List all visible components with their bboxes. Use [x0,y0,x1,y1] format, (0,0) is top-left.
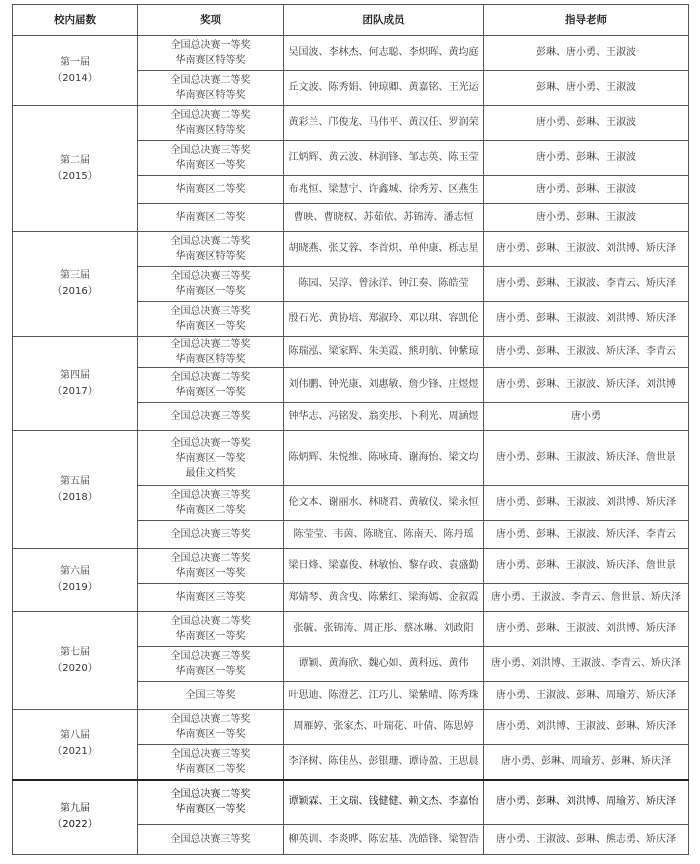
award-line: 全国总决赛二等奖 [170,714,251,725]
award-line: 全国总决赛二等奖 [170,616,251,627]
award-line: 全国总决赛三等奖 [170,145,251,156]
advisors-cell: 唐小勇、彭琳、王淑波、矫庆泽、刘洪博 [484,368,689,403]
members-cell: 叶思迪、陈澄艺、江巧儿、梁紫晴、陈秀珠 [284,682,484,710]
award-line: 全国总决赛三等奖 [170,834,251,845]
members-cell: 梁日烽、梁嘉俊、林敏怡、黎存政、袁盛勤 [284,549,484,584]
award-line: 华南赛区特等奖 [175,55,246,66]
season-name: 第四届 [60,369,90,381]
members-cell: 丘文波、陈秀娟、钟琼卿、黄嘉铭、王光运 [284,71,484,106]
advisors-cell: 唐小勇、彭琳、王淑波、矫庆泽、詹世景 [484,549,689,584]
members-cell: 陈莹莹、韦茵、陈晓宜、陈南天、陈丹瑶 [284,521,484,549]
award-cell [138,431,284,486]
advisors-cell: 唐小勇、彭琳、王淑波、矫庆泽、詹世景 [484,431,689,486]
award-line: 华南赛区特等奖 [175,125,246,136]
award-line: 华南赛区一等奖 [175,804,246,816]
award-line: 华南赛区一等奖 [175,568,246,579]
table-row [13,780,689,825]
table-row [13,612,689,647]
table-row [13,710,689,745]
award-cell [138,368,284,403]
award-cell [138,710,284,745]
award-line: 华南赛区二等奖 [175,212,246,223]
advisors-cell: 唐小勇、彭琳、刘洪博、周瑜芳、矫庆泽 [484,780,689,825]
advisors-cell: 唐小勇、彭琳、王淑波、刘洪博、矫庆泽 [484,486,689,521]
members-cell: 钟华志、冯铭发、翁奕彤、卜利光、周涵煜 [284,403,484,431]
award-line: 华南赛区特等奖 [175,354,246,365]
members-cell: 周雁婷、张家杰、叶瑞花、叶倩、陈思婷 [284,710,484,745]
award-line: 华南赛区一等奖 [175,321,246,332]
award-cell [138,745,284,780]
advisors-cell: 唐小勇、王淑波、彭琳、周瑜芳、矫庆泽 [484,682,689,710]
season-year: （2017） [52,385,98,397]
award-line: 华南赛区二等奖 [175,505,246,516]
table-row [13,106,689,141]
table-row [13,36,689,71]
award-line: 全国总决赛一等奖 [170,437,251,449]
season-year: （2018） [52,491,98,503]
award-line: 华南赛区特等奖 [175,251,246,262]
advisors-cell: 唐小勇、彭琳、王淑波 [484,106,689,141]
season-cell [13,431,138,549]
award-line: 全国总决赛三等奖 [170,651,251,662]
advisors-cell: 唐小勇、彭琳、王淑波、李青云、矫庆泽 [484,267,689,302]
season-year: （2014） [52,72,98,84]
award-line: 全国三等奖 [185,690,236,701]
advisors-cell: 唐小勇、王淑波、彭琳、熊志勇、矫庆泽 [484,825,689,855]
season-year: （2020） [52,662,98,674]
season-year: （2016） [52,286,98,297]
award-cell [138,780,284,825]
advisors-cell: 彭琳、唐小勇、王淑波 [484,36,689,71]
members-cell: 谭颖霖、王文瑞、钱健健、赖文杰、李嘉怡 [284,780,484,825]
award-line: 全国总决赛二等奖 [170,75,251,86]
header-members: 团队成员 [284,5,484,36]
table-row [13,431,689,486]
members-cell: 张毓、张锦涛、周正彤、蔡冰琳、刘政阳 [284,612,484,647]
members-cell: 江炳辉、黄云波、林润锋、邹志英、陈玉莹 [284,141,484,176]
members-cell: 陈炳辉、朱悦维、陈咏琦、谢海怡、梁文均 [284,431,484,486]
award-line: 华南赛区一等奖 [175,631,246,642]
season-name: 第三届 [60,270,90,281]
season-name: 第五届 [60,475,90,487]
members-cell: 胡晓燕、张艾蓉、李首炽、单仲康、栎志星 [284,232,484,267]
award-line: 华南赛区一等奖 [175,729,246,740]
header-advisors: 指导老师 [484,5,689,36]
members-cell: 郑婧琴、黄含曳、陈紫红、梁海嫣、金叙霞 [284,584,484,612]
season-name: 第二届 [60,154,90,166]
award-cell [138,204,284,232]
members-cell: 黄彩兰、邝俊龙、马伟平、黄汉任、罗润荣 [284,106,484,141]
award-line: 全国总决赛三等奖 [170,411,251,422]
table-header-row [13,5,689,36]
season-year: （2022） [52,819,98,831]
members-cell: 吴国波、李林杰、何志聪、李炽晖、黄均庭 [284,36,484,71]
advisors-cell: 唐小勇、彭琳、王淑波 [484,176,689,204]
advisors-cell: 唐小勇、彭琳、王淑波、刘洪博、矫庆泽 [484,612,689,647]
season-name: 第一届 [60,56,90,68]
season-name: 第六届 [60,566,90,577]
season-cell [13,710,138,780]
table-body [13,36,689,855]
award-line: 全国总决赛二等奖 [170,372,251,383]
table-row [13,549,689,584]
advisors-cell: 唐小勇、彭琳、王淑波、矫庆泽、李青云 [484,521,689,549]
advisors-cell: 唐小勇、彭琳、王淑波、矫庆泽、李青云 [484,337,689,368]
advisors-cell: 唐小勇、彭琳、王淑波 [484,204,689,232]
advisors-cell: 唐小勇、彭琳、周瑜芳、彭琳、矫庆泽 [484,745,689,780]
award-line: 全国总决赛三等奖 [170,529,251,540]
advisors-cell: 唐小勇、彭琳、王淑波 [484,141,689,176]
awards-table [12,4,689,855]
award-line: 全国总决赛一等奖 [170,40,251,51]
season-year: （2015） [52,170,98,182]
award-line: 全国总决赛二等奖 [170,553,251,564]
advisors-cell: 唐小勇、彭琳、王淑波、刘洪博、矫庆泽 [484,232,689,267]
members-cell: 曹映、曹晓权、苏茹依、苏锦涛、潘志恒 [284,204,484,232]
award-line: 全国总决赛三等奖 [170,271,251,282]
season-cell [13,780,138,855]
table-row [13,232,689,267]
members-cell: 刘伟鹏、钟光康、刘惠敏、詹少锋、庄煜煜 [284,368,484,403]
award-line: 华南赛区特等奖 [175,90,246,101]
advisors-cell: 唐小勇、彭琳、王淑波、刘洪博、矫庆泽 [484,302,689,337]
award-cell [138,71,284,106]
members-cell: 李泽树、陈佳丛、彭银珊、谭诗盈、王思晨 [284,745,484,780]
award-cell [138,36,284,71]
award-line: 最佳文档奖 [185,467,236,479]
award-cell [138,337,284,368]
award-cell [138,176,284,204]
season-cell [13,232,138,337]
season-year: （2021） [52,746,98,758]
header-award: 奖项 [138,5,284,36]
advisors-cell: 唐小勇、刘洪博、王淑波、彭琳、矫庆泽 [484,710,689,745]
award-line: 全国总决赛三等奖 [170,306,251,317]
award-cell [138,647,284,682]
award-cell [138,584,284,612]
award-line: 华南赛区二等奖 [175,763,246,775]
award-cell [138,267,284,302]
season-cell [13,549,138,612]
members-cell: 陈园、吴淳、曾泳洋、钟江奏、陈皓莹 [284,267,484,302]
advisors-cell: 唐小勇、王淑波、李青云、詹世景、矫庆泽 [484,584,689,612]
award-line: 全国总决赛二等奖 [170,236,251,247]
award-line: 华南赛区二等奖 [175,184,246,195]
season-cell [13,36,138,106]
award-cell [138,521,284,549]
award-cell [138,486,284,521]
season-name: 第九届 [60,803,90,815]
award-line: 全国总决赛二等奖 [170,789,251,801]
award-line: 华南赛区一等奖 [175,452,246,464]
award-line: 华南赛区一等奖 [175,666,246,677]
award-cell [138,106,284,141]
season-name: 第七届 [60,646,90,658]
award-cell [138,232,284,267]
award-cell [138,682,284,710]
award-line: 华南赛区一等奖 [175,286,246,297]
members-cell: 伦文本、谢丽水、林晓君、黄敏仪、梁永恒 [284,486,484,521]
advisors-cell: 唐小勇、刘洪博、王淑波、李青云、矫庆泽 [484,647,689,682]
table-row [13,337,689,368]
award-line: 全国总决赛三等奖 [170,490,251,501]
awards-table-container [12,4,689,855]
award-line: 华南赛区三等奖 [175,592,246,603]
award-line: 华南赛区一等奖 [175,387,246,398]
header-season: 校内届数 [13,5,138,36]
award-cell [138,302,284,337]
award-line: 华南赛区一等奖 [175,160,246,171]
season-cell [13,612,138,710]
award-cell [138,549,284,584]
season-cell [13,106,138,232]
season-year: （2019） [52,582,98,593]
members-cell: 谭颖、黄海欣、魏心如、黄科远、黄伟 [284,647,484,682]
members-cell: 陈瑞泓、梁家辉、朱美霞、熊玥航、钟紫琼 [284,337,484,368]
season-cell [13,337,138,431]
award-line: 全国总决赛二等奖 [170,339,251,350]
members-cell: 柳英训、李炎晔、陈宏基、冼皓锋、梁智浩 [284,825,484,855]
advisors-cell: 彭琳、唐小勇、王淑波 [484,71,689,106]
award-line: 全国总决赛二等奖 [170,110,251,121]
award-cell [138,403,284,431]
award-cell [138,825,284,855]
award-cell [138,612,284,647]
award-cell [138,141,284,176]
members-cell: 殷石光、黄协培、郑淑玲、邓以琪、容凯伦 [284,302,484,337]
season-name: 第八届 [60,730,90,742]
advisors-cell: 唐小勇 [484,403,689,431]
members-cell: 布兆恒、梁慧宁、许鑫城、徐秀芳、区燕生 [284,176,484,204]
award-line: 全国总决赛三等奖 [170,748,251,760]
